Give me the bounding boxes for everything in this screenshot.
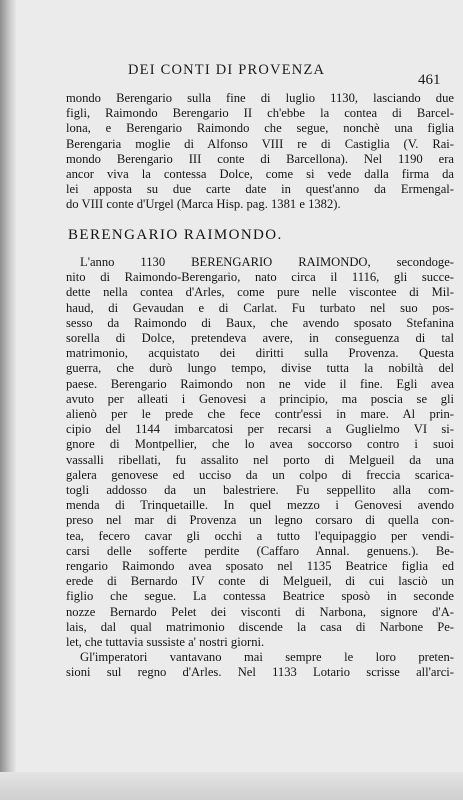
text-line: gnore di Montpellier, che lo avea soccorso contro i suoi xyxy=(66,437,454,452)
page-number: 461 xyxy=(418,72,441,88)
section-heading: BERENGARIO RAIMONDO. xyxy=(68,227,283,243)
text-line: figlio che segue. La contessa Beatrice sposò in seconde xyxy=(66,589,454,604)
text-line: guerra, che durò lungo tempo, divise tutta la nobiltà del xyxy=(66,361,454,376)
text-line: L'anno 1130 BERENGARIO RAIMONDO, secondoge- xyxy=(80,255,454,269)
text-line: vassalli ribellati, fu assalito nel porto di Melgueil da una xyxy=(66,452,454,467)
text-line: carsi delle sofferte perdite (Caffaro Annal. genuens.). Be- xyxy=(66,543,454,558)
text-line: Berengaria moglie di Alfonso VIII re di Castiglia (V. Rai- xyxy=(66,136,454,151)
text-line: do VIII conte d'Urgel (Marca Hisp. pag. 1381 e 1382). xyxy=(66,197,341,212)
text-line: mondo Berengario III conte di Barcellona). Nel 1190 era xyxy=(66,151,454,166)
text-line: lei apposta su due carte date in quest'anno da Ermengal- xyxy=(66,182,454,197)
text-line: matrimonio, acquistato dei diritti sulla Provenza. Questa xyxy=(66,346,454,361)
text-line: rengario Raimondo avea sposato nel 1135 Beatrice figlia ed xyxy=(66,559,454,574)
book-spine-shadow xyxy=(0,0,16,800)
text-line: cipio del 1144 imbarcatosi per recarsi a Guglielmo VI si- xyxy=(66,422,454,437)
text-line: dette nella contea d'Arles, come pure nelle viscontee di Mil- xyxy=(66,285,454,300)
text-line: let, che tuttavia sussiste a' nostri giorni. xyxy=(66,635,265,650)
text-line: figli, Raimondo Berengario II ch'ebbe la contea di Barcel- xyxy=(66,106,454,121)
text-line: avuto per alleati i Genovesi a principio, ma poscia se gli xyxy=(66,391,454,406)
paragraph-main xyxy=(66,255,454,681)
text-line: togli addosso da un balestriere. Fu seppellito alla com- xyxy=(66,483,454,498)
text-line: mondo Berengario sulla fine di luglio 1130, lasciando due xyxy=(66,91,454,105)
text-line: menda di Trinquetaille. In quel mezzo i Genovesi avendo xyxy=(66,498,454,513)
text-line: preso nel mar di Provenza un legno corsaro di quella con- xyxy=(66,513,454,528)
text-line: lais, dal qual matrimonio discende la casa di Narbone Pe- xyxy=(66,619,454,634)
text-line: lona, e Berengario Raimondo che segue, nonchè una figlia xyxy=(66,121,454,136)
text-line: sesso da Raimondo di Baux, che avendo sposato Stefanina xyxy=(66,315,454,330)
paragraph-continued xyxy=(66,91,454,213)
text-line: erede di Bernardo IV conte di Melgueil, di cui lasciò un xyxy=(66,574,454,589)
text-line: haud, di Gevaudan e di Carlat. Fu turbato nel suo pos- xyxy=(66,300,454,315)
text-line: ancor viva la contessa Dolce, come si vede dalla firma da xyxy=(66,167,454,182)
text-line: nozze Bernardo Pelet dei visconti di Narbona, signore d'A- xyxy=(66,604,454,619)
text-line: paese. Berengario Raimondo non ne vide il fine. Egli avea xyxy=(66,376,454,391)
text-line: nito di Raimondo-Berengario, nato circa il 1116, gli succe- xyxy=(66,270,454,285)
text-line: sorella di Dolce, pretendeva avere, in conseguenza di tal xyxy=(66,331,454,346)
text-line: Gl'imperatori vantavano mai sempre le loro preten- xyxy=(80,650,454,665)
running-head: DEI CONTI DI PROVENZA xyxy=(128,62,326,78)
text-line: galera genovese ed ucciso da un colpo di freccia scarica- xyxy=(66,467,454,482)
text-line: alienò per le prede che fece contr'essi in mare. Al prin- xyxy=(66,407,454,422)
text-line: sioni sul regno d'Arles. Nel 1133 Lotario scrisse all'arci- xyxy=(66,665,454,680)
page-bottom-edge xyxy=(0,772,463,800)
text-line: tea, fecero cavar gli occhi a tutto l'equipaggio per vendi- xyxy=(66,528,454,543)
